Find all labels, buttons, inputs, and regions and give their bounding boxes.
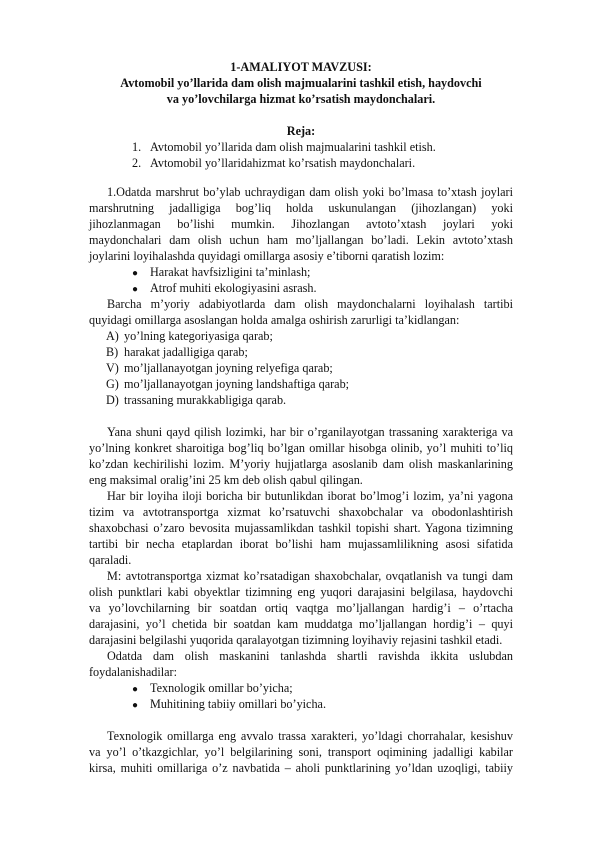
reja-item-number: 2. [132, 156, 142, 170]
list-item [106, 345, 506, 361]
list-item [106, 361, 506, 377]
paragraph-line: eng maksimal oralig’ini 25 km deb olish qabul qilingan. [89, 473, 363, 487]
paragraph-line: olish punktlari kabi obyektlar tizimning eng yuqori darajasini belgilasa, haydovchi [89, 585, 513, 599]
bullet-text: Muhitining tabiiy omillari bo’yicha. [150, 697, 327, 711]
paragraph-line: tizim va avtotransportga xizmat ko’rsatuvchi shaxobchalar va obodonlashtirish [89, 505, 513, 519]
list-item-text: trassaning murakkabligiga qarab. [124, 393, 287, 407]
paragraph-line: 1.Odatda marshrut bo’ylab uchraydigan dam olish yoki bo’lmasa to’xtash joylari [107, 185, 513, 199]
list-item [106, 329, 506, 345]
list-item-letter: B) [106, 345, 119, 359]
paragraph-line: Barcha m’yoriy adabiyotlarda dam olish maydonchalarni loyihalash tartibi [107, 297, 513, 311]
bullet-icon: ● [132, 700, 139, 711]
list-item-text: mo’ljallanayotgan joyning landshaftiga qarab; [124, 377, 350, 391]
bullet-icon: ● [132, 268, 139, 279]
reja-heading: Reja: [286, 124, 316, 138]
list-item-text: yo’lning kategoriyasiga qarab; [124, 329, 273, 343]
reja-item [132, 156, 512, 172]
list-item-text: harakat jadalligiga qarab; [124, 345, 248, 359]
bullet-item [132, 681, 512, 698]
page-title: 1-AMALIYOT MAVZUSI: [230, 60, 372, 74]
bullet-item [132, 697, 512, 714]
bullet-item [132, 265, 512, 282]
list-item [106, 377, 506, 393]
subtitle-line-1: Avtomobil yo’llarida dam olish majmualarini tashkil etish, haydovchi [120, 76, 482, 90]
bullet-icon: ● [132, 284, 139, 295]
reja-item-text: Avtomobil yo’llarida dam olish majmualarini tashkil etish. [150, 140, 436, 154]
paragraph-line: foydalanishadilar: [89, 665, 177, 679]
paragraph-line: shaxobchasi o’zaro bevosita mujassamlikdan tashkil topishi shart. Yagona tizimning [89, 521, 513, 535]
paragraph-line: maydonchalari dam olish uchun ham mo’ljallangan bo’ladi. Lekin avtoto’xtash [89, 233, 513, 247]
bullet-text: Texnologik omillar bo’yicha; [150, 681, 293, 695]
reja-item-number: 1. [132, 140, 142, 154]
paragraph-line: darajasini belgilashi yuqorida qaralayotgan tizimning loyihaviy rejasini tashkil etadi. [89, 633, 503, 647]
paragraph-line: va yo’l o’tkazgichlar, yo’l belgilarining soni, transport oqimining jadalligi kabilar [89, 745, 513, 759]
list-item [106, 393, 506, 409]
paragraph-line: yo’lning konkret sharoitiga bog’liq bo’lgan omillar hisobga olinib, yo’l muhiti to’liq [89, 441, 513, 455]
paragraph-line: Har bir loyiha iloji boricha bir butunlikdan iborat bo’lmog’i lozim, ya’ni yagona [107, 489, 513, 503]
paragraph-line: jihozlanmagan bo’lishi mumkin. Jihozlangan avtoto’xtash joylari yoki [89, 217, 513, 231]
subtitle-line-2: va yo’lovchilarga hizmat ko’rsatish maydonchalari. [166, 92, 436, 106]
paragraph-line: Yana shuni qayd qilish lozimki, har bir o’rganilayotgan trassaning xarakteriga va [107, 425, 513, 439]
bullet-item [132, 281, 512, 298]
bullet-icon: ● [132, 684, 139, 695]
paragraph-line: Odatda dam olish maskanini tanlashda shartli ravishda ikkita uslubdan [107, 649, 513, 663]
paragraph-line: kirsa, muhiti omillariga o’z navbatida – aholi punktlarining yo’ldan uzoqligi, tabiiy [89, 761, 513, 775]
paragraph-line: quyidagi omillarga asoslangan holda amalga oshirish zarurligi ta’kidlangan: [89, 313, 460, 327]
paragraph-line: darajasini, yo’l chetida bir soatdan kam muddatga mo’ljallangan hordig’i – quyi [89, 617, 513, 631]
list-item-letter: G) [106, 377, 119, 391]
bullet-text: Harakat havfsizligini ta’minlash; [150, 265, 311, 279]
paragraph-line: va yo’lovchilarning bir soatdan ortiq vaqtga mo’ljallangan hardig’i – o’rtacha [89, 601, 513, 615]
paragraph-line: qaraladi. [89, 553, 132, 567]
bullet-text: Atrof muhiti ekologiyasini asrash. [150, 281, 317, 295]
reja-item-text: Avtomobil yo’llaridahizmat ko’rsatish maydonchalari. [150, 156, 416, 170]
list-item-letter: D) [106, 393, 119, 407]
reja-item [132, 140, 512, 156]
list-item-text: mo’ljallanayotgan joyning relyefiga qarab; [124, 361, 333, 375]
paragraph-line: tartibi bir necha etaplardan iborat bo’lishi ham mujassamlilikning asosi sifatida [89, 537, 513, 551]
paragraph-line: ko’zdan kechirilishi lozim. M’yoriy hujjatlarga asoslanib dam olish maskanlarining [89, 457, 513, 471]
list-item-letter: A) [106, 329, 119, 343]
list-item-letter: V) [106, 361, 119, 375]
paragraph-line: marshrutning jadalligiga bog’liq holda uskunulangan (jihozlangan) yoki [89, 201, 513, 215]
paragraph-line: M: avtotransportga xizmat ko’rsatadigan shaxobchalar, ovqatlanish va tungi dam [107, 569, 513, 583]
paragraph-line: Texnologik omillarga eng avvalo trassa xarakteri, yo’ldagi chorrahalar, kesishuv [107, 729, 513, 743]
paragraph-line: joylarini loyihalashda quyidagi omillarga asosiy e’tiborni qaratish lozim: [89, 249, 445, 263]
